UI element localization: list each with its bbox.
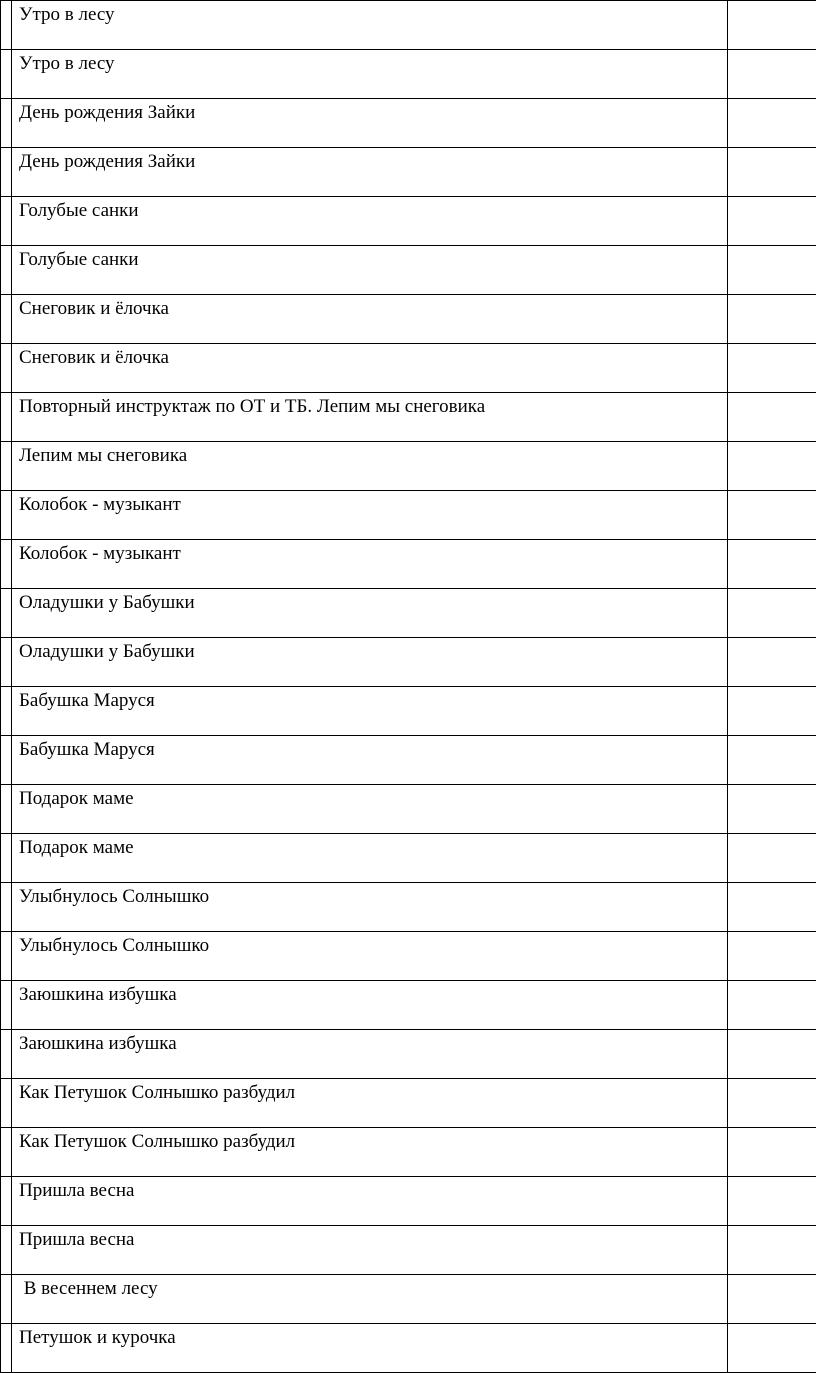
row-number-cell bbox=[1, 295, 12, 344]
notes-cell bbox=[728, 1324, 816, 1373]
lesson-topic-cell: Подарок маме bbox=[12, 834, 728, 883]
lesson-topic-cell: Утро в лесу bbox=[12, 1, 728, 50]
lesson-topic-cell: Как Петушок Солнышко разбудил bbox=[12, 1079, 728, 1128]
table-row bbox=[1, 883, 816, 932]
notes-cell bbox=[728, 638, 816, 687]
table-row bbox=[1, 1079, 816, 1128]
lesson-topic-cell: В весеннем лесу bbox=[12, 1275, 728, 1324]
row-number-cell bbox=[1, 736, 12, 785]
lesson-table-body bbox=[1, 1, 816, 1373]
row-number-cell bbox=[1, 393, 12, 442]
notes-cell bbox=[728, 442, 816, 491]
notes-cell bbox=[728, 344, 816, 393]
table-row bbox=[1, 785, 816, 834]
row-number-cell bbox=[1, 883, 12, 932]
lesson-topic-cell: Бабушка Маруся bbox=[12, 687, 728, 736]
table-row bbox=[1, 197, 816, 246]
table-row bbox=[1, 1128, 816, 1177]
row-number-cell bbox=[1, 197, 12, 246]
lesson-topic-cell: Подарок маме bbox=[12, 785, 728, 834]
lesson-topic-cell: Снеговик и ёлочка bbox=[12, 344, 728, 393]
lesson-topic-cell: Заюшкина избушка bbox=[12, 981, 728, 1030]
table-row bbox=[1, 932, 816, 981]
row-number-cell bbox=[1, 1324, 12, 1373]
lesson-topic-cell: Улыбнулось Солнышко bbox=[12, 932, 728, 981]
lesson-topic-cell: Петушок и курочка bbox=[12, 1324, 728, 1373]
notes-cell bbox=[728, 491, 816, 540]
table-row bbox=[1, 393, 816, 442]
lesson-topic-cell: Лепим мы снеговика bbox=[12, 442, 728, 491]
notes-cell bbox=[728, 540, 816, 589]
notes-cell bbox=[728, 393, 816, 442]
notes-cell bbox=[728, 1275, 816, 1324]
lesson-topic-cell: Повторный инструктаж по ОТ и ТБ. Лепим мы снеговика bbox=[12, 393, 728, 442]
table-row bbox=[1, 1177, 816, 1226]
table-row bbox=[1, 246, 816, 295]
row-number-cell bbox=[1, 981, 12, 1030]
lesson-topic-cell: Заюшкина избушка bbox=[12, 1030, 728, 1079]
notes-cell bbox=[728, 295, 816, 344]
lesson-topic-cell: День рождения Зайки bbox=[12, 99, 728, 148]
table-row bbox=[1, 148, 816, 197]
table-row bbox=[1, 295, 816, 344]
table-row bbox=[1, 344, 816, 393]
notes-cell bbox=[728, 197, 816, 246]
row-number-cell bbox=[1, 785, 12, 834]
row-number-cell bbox=[1, 148, 12, 197]
row-number-cell bbox=[1, 834, 12, 883]
table-row bbox=[1, 1275, 816, 1324]
row-number-cell bbox=[1, 99, 12, 148]
lesson-topic-cell: Голубые санки bbox=[12, 246, 728, 295]
notes-cell bbox=[728, 1, 816, 50]
table-row bbox=[1, 687, 816, 736]
table-row bbox=[1, 491, 816, 540]
lesson-topic-cell: Снеговик и ёлочка bbox=[12, 295, 728, 344]
lesson-topic-cell: День рождения Зайки bbox=[12, 148, 728, 197]
lesson-topic-cell: Бабушка Маруся bbox=[12, 736, 728, 785]
notes-cell bbox=[728, 1128, 816, 1177]
row-number-cell bbox=[1, 589, 12, 638]
table-row bbox=[1, 638, 816, 687]
lesson-topic-cell: Улыбнулось Солнышко bbox=[12, 883, 728, 932]
notes-cell bbox=[728, 687, 816, 736]
notes-cell bbox=[728, 50, 816, 99]
table-row bbox=[1, 981, 816, 1030]
row-number-cell bbox=[1, 1226, 12, 1275]
table-row bbox=[1, 736, 816, 785]
row-number-cell bbox=[1, 246, 12, 295]
notes-cell bbox=[728, 883, 816, 932]
row-number-cell bbox=[1, 1, 12, 50]
row-number-cell bbox=[1, 1128, 12, 1177]
lesson-topic-cell: Оладушки у Бабушки bbox=[12, 589, 728, 638]
row-number-cell bbox=[1, 344, 12, 393]
notes-cell bbox=[728, 736, 816, 785]
row-number-cell bbox=[1, 540, 12, 589]
row-number-cell bbox=[1, 687, 12, 736]
row-number-cell bbox=[1, 1177, 12, 1226]
notes-cell bbox=[728, 1226, 816, 1275]
table-row bbox=[1, 834, 816, 883]
notes-cell bbox=[728, 246, 816, 295]
lesson-topic-cell: Колобок - музыкант bbox=[12, 491, 728, 540]
lesson-topic-cell: Утро в лесу bbox=[12, 50, 728, 99]
lesson-topic-cell: Как Петушок Солнышко разбудил bbox=[12, 1128, 728, 1177]
table-row bbox=[1, 99, 816, 148]
row-number-cell bbox=[1, 442, 12, 491]
notes-cell bbox=[728, 834, 816, 883]
lesson-topic-cell: Оладушки у Бабушки bbox=[12, 638, 728, 687]
table-row bbox=[1, 1324, 816, 1373]
notes-cell bbox=[728, 1079, 816, 1128]
notes-cell bbox=[728, 1177, 816, 1226]
notes-cell bbox=[728, 932, 816, 981]
lesson-topic-cell: Колобок - музыкант bbox=[12, 540, 728, 589]
table-row bbox=[1, 1030, 816, 1079]
notes-cell bbox=[728, 589, 816, 638]
row-number-cell bbox=[1, 491, 12, 540]
table-row bbox=[1, 540, 816, 589]
row-number-cell bbox=[1, 50, 12, 99]
row-number-cell bbox=[1, 1079, 12, 1128]
row-number-cell bbox=[1, 1030, 12, 1079]
table-row bbox=[1, 589, 816, 638]
lesson-topic-cell: Пришла весна bbox=[12, 1177, 728, 1226]
lesson-topic-cell: Пришла весна bbox=[12, 1226, 728, 1275]
notes-cell bbox=[728, 1030, 816, 1079]
row-number-cell bbox=[1, 1275, 12, 1324]
table-row bbox=[1, 442, 816, 491]
row-number-cell bbox=[1, 932, 12, 981]
table-row bbox=[1, 50, 816, 99]
table-row bbox=[1, 1, 816, 50]
table-row bbox=[1, 1226, 816, 1275]
notes-cell bbox=[728, 785, 816, 834]
row-number-cell bbox=[1, 638, 12, 687]
notes-cell bbox=[728, 148, 816, 197]
notes-cell bbox=[728, 99, 816, 148]
notes-cell bbox=[728, 981, 816, 1030]
lesson-topic-cell: Голубые санки bbox=[12, 197, 728, 246]
